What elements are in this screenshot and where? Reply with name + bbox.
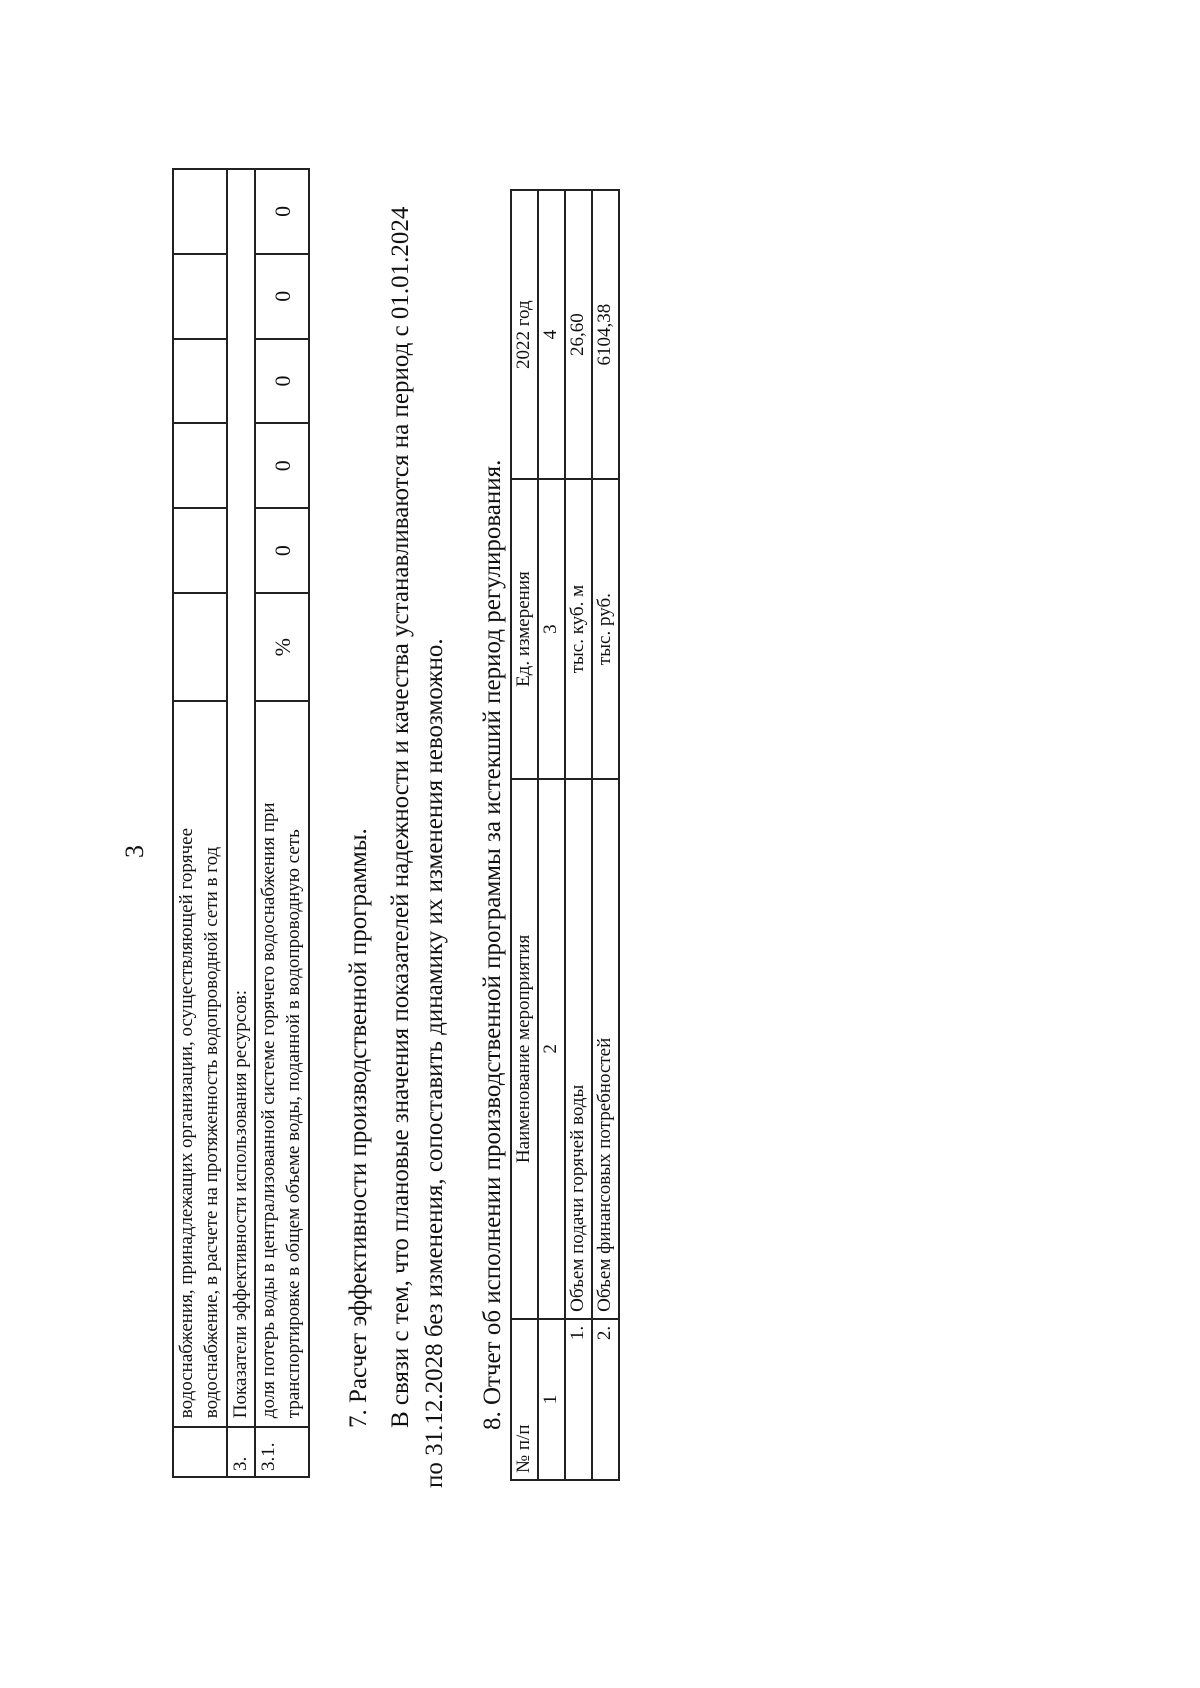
table-row	[227, 169, 255, 1477]
row-unit: тыс. руб.	[592, 479, 619, 779]
column-number: 3	[538, 479, 565, 779]
section-8-heading: 8. Отчет об исполнении производственной программы за истекший период регулирования.	[479, 459, 506, 1430]
column-header: 2022 год	[511, 190, 538, 479]
table-section-heading: Показатели эффективности использования ресурсов:	[227, 169, 255, 1427]
row-unit: тыс. куб. м	[565, 479, 592, 779]
column-header: Наименование мероприятия	[511, 779, 538, 1319]
cell-text-line: транспортировке в общем объеме воды, поданной в водопроводную сеть	[283, 829, 304, 1419]
table-header-row	[511, 190, 538, 1480]
table-cell-num: 3.	[227, 1427, 255, 1477]
table-cell	[173, 593, 227, 701]
row-name: Объем финансовых потребностей	[592, 779, 619, 1319]
column-number: 4	[538, 190, 565, 479]
table-cell	[173, 254, 227, 339]
report-table	[510, 189, 620, 1481]
table-cell-unit: %	[255, 593, 309, 701]
column-header: № п/п	[511, 1319, 538, 1480]
table-cell-value: 0	[255, 508, 309, 593]
page-number: 3	[120, 845, 149, 858]
section-7-heading: 7. Расчет эффективности производственной программы.	[345, 828, 372, 1428]
table-row	[255, 169, 309, 1477]
table-row	[173, 169, 227, 1477]
table-row	[592, 190, 619, 1480]
row-value: 6104,38	[592, 190, 619, 479]
table-cell	[255, 701, 309, 1427]
row-value: 26,60	[565, 190, 592, 479]
table-cell-value: 0	[255, 339, 309, 424]
table-cell	[173, 701, 227, 1427]
row-name: Объем подачи горячей воды	[565, 779, 592, 1319]
section-7-text-line: по 31.12.2028 без изменения, сопоставить динамику их изменения невозможно.	[421, 638, 448, 1488]
table-cell	[173, 169, 227, 254]
table-cell	[173, 508, 227, 593]
table-cell-value: 0	[255, 423, 309, 508]
table-cell-value: 0	[255, 254, 309, 339]
cell-text-line: доля потерь воды в централизованной системе горячего водоснабжения при	[258, 802, 279, 1419]
row-number: 1.	[565, 1319, 592, 1480]
column-number: 1	[538, 1319, 565, 1480]
cell-text-line: водоснабжение, в расчете на протяженность водопроводной сети в год	[201, 846, 222, 1419]
table-cell-num: 3.1.	[255, 1427, 309, 1477]
table-row	[565, 190, 592, 1480]
table-column-numbers-row	[538, 190, 565, 1480]
table-cell-value: 0	[255, 169, 309, 254]
column-number: 2	[538, 779, 565, 1319]
row-number: 2.	[592, 1319, 619, 1480]
cell-text-line: водоснабжения, принадлежащих организации, осуществляющей горячее	[176, 827, 197, 1419]
table-cell	[173, 423, 227, 508]
indicators-table	[172, 168, 310, 1478]
table-cell	[173, 1427, 227, 1477]
table-cell	[173, 339, 227, 424]
section-7-text-line: В связи с тем, что плановые значения показателей надежности и качества устанавливаются на период с 01.01.2024	[387, 206, 414, 1428]
column-header: Ед. измерения	[511, 479, 538, 779]
